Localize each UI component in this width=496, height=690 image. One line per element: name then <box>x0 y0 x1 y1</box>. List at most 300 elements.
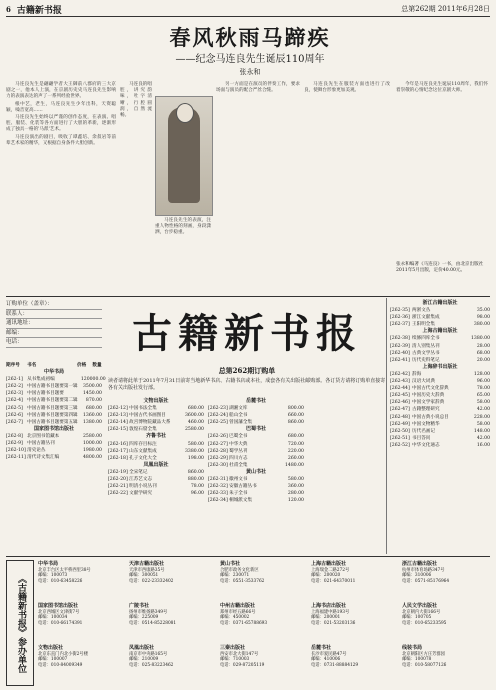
item-title: 中国古代文化辞典 <box>412 386 449 392</box>
item-number: [262-27] <box>208 441 228 447</box>
publisher-name: 中华书局 <box>38 561 59 567</box>
publisher-entry <box>129 562 217 584</box>
table-row[interactable] <box>108 441 204 448</box>
item-number: [262-50] <box>390 428 410 434</box>
order-form <box>6 300 102 358</box>
publisher-name: 凤凰出版社 <box>129 645 155 651</box>
table-row[interactable] <box>108 490 204 497</box>
item-number: [262-22] <box>108 491 128 497</box>
item-number: [262-31] <box>208 477 228 483</box>
item-price: 580.00 <box>287 477 304 483</box>
table-row[interactable] <box>6 390 102 397</box>
item-title: 两浙文丛 <box>412 308 431 314</box>
item-title: 全宋笔记 <box>129 469 148 475</box>
publisher-detail: 电话：010-66174391 <box>38 620 83 626</box>
item-title: 徽州文书 <box>229 477 248 483</box>
table-row[interactable] <box>390 371 490 378</box>
item-title: 浙江文献集成 <box>412 315 440 321</box>
item-title: 王阳明全集 <box>412 322 435 328</box>
publisher-detail: 邮编：100034 <box>38 615 68 621</box>
item-title: 中国古籍书目题要第一辑 <box>27 384 78 390</box>
item-title: 从书集成初编 <box>27 377 55 383</box>
publisher-detail: 邮编：410006 <box>311 657 341 663</box>
item-title: 古典文学丛书 <box>412 350 440 356</box>
table-row[interactable] <box>6 433 102 440</box>
item-number: [262-9] <box>6 441 23 447</box>
item-number: [262-19] <box>108 469 128 475</box>
publisher-detail: 西安市北大街147号 <box>220 651 259 657</box>
item-number: [262-11] <box>6 455 26 461</box>
item-number: [262-10] <box>6 448 26 454</box>
table-header-cell: 期序号 <box>6 363 20 368</box>
table-section-title: 上海古籍出版社 <box>422 328 458 335</box>
publisher-entry <box>220 646 308 668</box>
item-price: 20.00 <box>476 357 490 363</box>
publisher-detail: 邮编：310006 <box>402 573 432 579</box>
table-header-cell: 数量 <box>92 363 102 368</box>
publisher-entry <box>311 646 399 668</box>
item-title: 江苏艺文志 <box>129 477 153 483</box>
order-form-line[interactable]: 电话： <box>6 338 102 348</box>
item-price: 680.00 <box>287 434 304 440</box>
item-number: [262-20] <box>108 477 128 483</box>
item-price: 96.00 <box>476 379 490 385</box>
item-number: [262-35] <box>390 308 410 314</box>
item-number: [262-18] <box>108 455 128 461</box>
publisher-detail: 郑州市经五路66号 <box>220 609 256 615</box>
publisher-detail: 邮编：450002 <box>220 615 250 621</box>
table-row[interactable] <box>208 455 304 462</box>
publisher-entry <box>402 604 490 626</box>
publisher-name: 上海书店出版社 <box>311 603 347 609</box>
table-row[interactable] <box>6 383 102 390</box>
item-price: 880.00 <box>187 477 204 483</box>
publisher-entry <box>402 562 490 584</box>
publisher-detail: 扬州市维扬路349号 <box>129 609 168 615</box>
item-price: 1360.00 <box>82 412 102 418</box>
publisher-entry <box>311 604 399 626</box>
publisher-name: 文物出版社 <box>38 645 64 651</box>
publisher-detail: 邮编：200020 <box>311 573 341 579</box>
order-form-line[interactable]: 通讯地址： <box>6 319 102 329</box>
publisher-detail: 邮编：230071 <box>220 573 250 579</box>
item-price: 1980.00 <box>82 448 102 454</box>
publisher-entry <box>38 562 126 584</box>
publisher-detail: 北京朝阳区方庄芳群园 <box>402 651 445 657</box>
item-title: 中国古籍书目题要第二辑 <box>27 398 78 404</box>
article-paragraph: 另一方面是在演员的伴奏工作，要求场面与演员的配合严丝合缝。 <box>216 82 300 94</box>
publisher-entry <box>402 646 490 668</box>
table-row[interactable] <box>108 455 204 462</box>
table-row[interactable] <box>390 385 490 392</box>
article-column-2 <box>120 82 152 292</box>
table-row[interactable] <box>108 469 204 476</box>
item-price: 800.00 <box>287 406 304 412</box>
item-number: [262-1] <box>6 377 23 383</box>
table-row[interactable] <box>208 412 304 419</box>
publisher-name: 岳麓书社 <box>311 645 332 651</box>
item-price: 1380.00 <box>82 419 102 425</box>
publisher-detail: 电话：0371-65788693 <box>220 620 268 626</box>
publisher-detail: 电话：0731-88884129 <box>311 662 359 668</box>
publisher-detail: 电话：021-53203136 <box>311 620 356 626</box>
item-number: [262-45] <box>390 393 410 399</box>
article-column-2b <box>155 218 211 292</box>
article-photo <box>155 96 213 216</box>
publisher-detail: 电话：010-58077126 <box>402 662 447 668</box>
header-date: 总第262期 2011年6月28日 <box>401 5 490 13</box>
table-section-title: 齐鲁书社 <box>145 433 166 440</box>
item-price: 35.00 <box>476 308 490 314</box>
publisher-detail: 电话：0551-3533762 <box>220 578 265 584</box>
table-row[interactable] <box>390 392 490 399</box>
publisher-detail: 邮编：200001 <box>311 615 341 621</box>
item-price: 78.00 <box>190 484 204 490</box>
publisher-entry <box>220 604 308 626</box>
table-section-title: 文物出版社 <box>143 398 169 404</box>
item-title: 清代诗文集汇编 <box>27 455 60 461</box>
item-title: 孔子文化大全 <box>129 455 157 461</box>
table-row[interactable] <box>6 440 102 447</box>
item-title: 中华大典 <box>229 441 248 447</box>
article-caption: 张永和编著《马连良》一书，由北京出版社2011年5月出版，定价40.00元。 <box>396 262 484 273</box>
table-row[interactable] <box>108 476 204 483</box>
item-price: 58.00 <box>476 421 490 427</box>
article-paragraph: 马连良先生的表演，注重人物性格的刻画，身段潇洒，台步稳重。 <box>155 218 211 236</box>
publisher-detail: 电话：010-65233595 <box>402 620 447 626</box>
table-row[interactable] <box>208 483 304 490</box>
publisher-name: 中州古籍出版社 <box>220 603 256 609</box>
masthead-issue: 总第262期订购单 <box>218 366 276 375</box>
article-subhead: ——纪念马连良先生诞辰110周年 <box>175 54 325 65</box>
table-row[interactable] <box>390 307 490 314</box>
item-number: [262-42] <box>390 371 410 377</box>
item-number: [262-51] <box>390 435 410 441</box>
item-number: [262-25] <box>208 420 228 426</box>
page-number: 6 <box>6 4 11 14</box>
item-title: 中国古典小说总目 <box>412 414 449 420</box>
article-column-5 <box>396 82 488 258</box>
table-section-title: 中华书局 <box>43 369 64 376</box>
publisher-detail: 邮编：300051 <box>129 573 159 579</box>
table-row[interactable] <box>390 399 490 406</box>
item-price: 42.00 <box>476 407 490 413</box>
item-number: [262-37] <box>390 322 410 328</box>
article-paragraph: 马连良先生在服装方面也进行了改良，使舞台形象更加美观。 <box>304 82 390 94</box>
publisher-detail: 杭州市体育场路347号 <box>402 567 445 573</box>
item-number: [262-16] <box>108 441 128 447</box>
publisher-entry <box>38 646 126 668</box>
item-price: 360.00 <box>287 484 304 490</box>
item-title: 船山全书 <box>229 413 248 419</box>
item-price: 198.00 <box>187 455 204 461</box>
item-title: 中国古籍书目题要 <box>27 391 64 397</box>
item-number: [262-21] <box>108 484 128 490</box>
publisher-entry <box>220 562 308 584</box>
item-number: [262-38] <box>390 336 410 342</box>
table-row[interactable] <box>108 448 204 455</box>
item-price: 148.00 <box>473 428 490 434</box>
header-logo: 古籍新书报 <box>16 5 62 16</box>
table-row[interactable] <box>6 454 102 461</box>
item-price: 680.00 <box>187 406 204 412</box>
item-title: 历代史料笔记 <box>412 357 440 363</box>
table-row[interactable] <box>390 335 490 342</box>
item-price: 28.00 <box>476 343 490 349</box>
item-price: 4800.00 <box>82 455 102 461</box>
item-price: 120000.00 <box>80 377 106 383</box>
item-price: 65.00 <box>476 393 490 399</box>
table-section-title: 巴蜀书社 <box>245 426 266 433</box>
item-title: 蜀学丛刊 <box>229 448 248 454</box>
item-title: 故宫博物院藏品大系 <box>129 420 171 426</box>
order-form-line[interactable]: 订购单位（盖章）： <box>6 300 102 310</box>
table-row[interactable] <box>6 447 102 454</box>
item-number: [262-30] <box>208 462 228 468</box>
table-row[interactable] <box>390 378 490 385</box>
item-number: [262-3] <box>6 391 23 397</box>
photo-head <box>176 103 194 123</box>
item-title: 朱子全书 <box>229 491 248 497</box>
publisher-detail: 电话：010-84009349 <box>38 662 83 668</box>
article-paragraph: 马连良先生是翩翩学者大王御前八郡府的三大京剧之一，他本人上演，在京剧历史史马连良先生影响力的表演表达的声了一系列经验世界。 <box>6 82 116 100</box>
item-title: 中国历史大辞典 <box>412 393 445 399</box>
item-number: [262-29] <box>208 455 228 461</box>
item-price: 128.00 <box>473 371 490 377</box>
item-price: 3380.00 <box>184 448 204 454</box>
article-column-1 <box>6 82 116 292</box>
item-price: 380.00 <box>473 322 490 328</box>
item-title: 古籍整理研究 <box>412 407 440 413</box>
table-row[interactable] <box>390 421 490 428</box>
item-number: [262-4] <box>6 398 23 404</box>
table-row[interactable] <box>390 428 490 435</box>
item-price: 120.00 <box>287 498 304 504</box>
table-row[interactable] <box>390 406 490 413</box>
item-number: [262-5] <box>6 405 23 411</box>
table-row[interactable] <box>390 314 490 321</box>
table-row[interactable] <box>390 442 490 449</box>
item-price: 68.00 <box>476 350 490 356</box>
table-row[interactable] <box>108 412 204 419</box>
table-row[interactable] <box>6 405 102 412</box>
table-row[interactable] <box>108 483 204 490</box>
item-title: 文献学研究 <box>129 491 153 497</box>
item-price: 680.00 <box>85 405 102 411</box>
page-header <box>6 3 490 15</box>
order-form-line[interactable]: 邮编： <box>6 329 102 339</box>
item-price: 1380.00 <box>471 336 490 342</box>
table-row[interactable] <box>390 357 490 364</box>
publisher-detail: 邮编：100007 <box>38 657 68 663</box>
item-title: 巴蜀全书 <box>229 434 248 440</box>
item-title: 中国古籍书目题要第五辑 <box>27 419 78 425</box>
item-price: 3500.00 <box>82 384 102 390</box>
item-price: 228.00 <box>473 414 490 420</box>
item-title: 杜甫全集 <box>229 462 248 468</box>
publisher-entry <box>129 646 217 668</box>
table-section-title: 岳麓书社 <box>245 398 266 404</box>
publisher-detail: 电话：029-87205119 <box>220 662 265 668</box>
article-paragraph: 马连良先生始终以严谨的创作态度，在表演、唱腔、服装、化装等各方面进行了大胆的革新，逐渐形成了独具一格的'马派'艺术。 <box>6 115 116 133</box>
item-price: 860.00 <box>187 469 204 475</box>
item-number: [262-13] <box>108 413 128 419</box>
table-row[interactable] <box>208 405 304 412</box>
publisher-detail: 合肥市政务文化新区 <box>220 567 259 573</box>
item-title: 安徽古籍丛书 <box>229 484 257 490</box>
article-paragraph: 马连良演出的剧目，吸收了谭鑫培、余叔岩等前辈艺术家的精华，又根据自身条件大胆创新。 <box>6 134 116 146</box>
item-title: 续修四库全书 <box>412 336 440 342</box>
item-price: 580.00 <box>187 441 204 447</box>
table-row[interactable] <box>208 490 304 497</box>
item-title: 清人别集丛刊 <box>412 343 440 349</box>
item-number: [262-43] <box>390 379 410 385</box>
item-number: [262-17] <box>108 448 128 454</box>
table-row[interactable] <box>6 376 106 383</box>
table-row[interactable] <box>6 412 102 419</box>
masthead-title: 古籍新书报 <box>132 309 362 357</box>
item-title: 曾国藩全集 <box>229 420 253 426</box>
item-title: 中国文学家辞典 <box>412 400 445 406</box>
item-price: 460.00 <box>187 420 204 426</box>
item-number: [262-28] <box>208 448 228 454</box>
item-price: 42.00 <box>476 435 490 441</box>
item-price: 260.00 <box>287 455 304 461</box>
order-form-line[interactable]: 联系人： <box>6 310 102 320</box>
item-number: [262-39] <box>390 343 410 349</box>
table-row[interactable] <box>6 397 102 404</box>
table-row[interactable] <box>6 419 102 426</box>
table-row[interactable] <box>108 405 204 412</box>
column-divider <box>386 298 387 554</box>
item-price: 96.00 <box>190 491 204 497</box>
item-number: [262-49] <box>390 421 410 427</box>
article-column-4 <box>304 82 390 292</box>
publisher-detail: 邮编：100705 <box>402 615 432 621</box>
publisher-detail: 电话：0514-85228081 <box>129 620 177 626</box>
table-section-title: 上海辞书出版社 <box>422 363 458 370</box>
table-row[interactable] <box>208 497 304 504</box>
item-number: [262-44] <box>390 386 410 392</box>
order-table-3 <box>208 398 304 550</box>
article-paragraph: 马连良的唱腔，讲究韵味，吐字清晰，行腔圆润，自然流畅。 <box>120 82 152 119</box>
item-title: 清史论丛 <box>27 448 46 454</box>
item-price: 78.00 <box>476 386 490 392</box>
item-number: [262-47] <box>390 407 410 413</box>
item-title: 中国古代书画图目 <box>129 413 166 419</box>
publisher-detail: 电话：022-23332402 <box>129 578 174 584</box>
table-row[interactable] <box>208 433 304 440</box>
intro-text: 读者请将此单于2011年7月31日前寄当地新华书店、古籍书店或本社，成套各有关出版社邮购部。各订货方请将订购单直接寄各有关出版社发行部。 <box>108 378 386 391</box>
table-row[interactable] <box>208 441 304 448</box>
item-price: 58.00 <box>476 400 490 406</box>
article-paragraph: 根中艺，老生，马连良先生少年出科，天资聪颖，嗓音宽高…… <box>6 101 116 113</box>
publisher-name: 三秦出版社 <box>220 645 246 651</box>
publisher-detail: 长沙市爱民路47号 <box>311 651 347 657</box>
publisher-name: 线装书局 <box>402 645 423 651</box>
section-rule <box>6 556 490 557</box>
item-number: [262-6] <box>6 412 23 418</box>
table-row[interactable] <box>208 476 304 483</box>
publisher-name: 黄山书社 <box>220 561 241 567</box>
item-number: [262-12] <box>108 406 128 412</box>
item-number: [262-32] <box>208 484 228 490</box>
publisher-detail: 邮编：100078 <box>402 657 432 663</box>
item-title: 北京图书馆藏本 <box>27 433 60 439</box>
item-number: [262-36] <box>390 315 410 321</box>
publisher-name: 广陵书社 <box>129 603 150 609</box>
table-header-cell: 书名 <box>27 363 37 368</box>
item-title: 山东文献集成 <box>129 448 157 454</box>
item-title: 辞海 <box>412 371 422 377</box>
item-price: 660.00 <box>287 413 304 419</box>
publisher-detail: 北京东直门内北小街2号楼 <box>38 651 88 657</box>
publisher-entry <box>129 604 217 626</box>
publisher-detail: 电话：025-83223462 <box>129 662 174 668</box>
table-row[interactable] <box>390 350 490 357</box>
item-title: 汉语大词典 <box>412 379 435 385</box>
item-number: [262-41] <box>390 357 410 363</box>
table-header-cell: 价格 <box>77 363 87 368</box>
item-title: 中国古籍丛刊 <box>27 441 55 447</box>
publisher-name: 上海古籍出版社 <box>311 561 347 567</box>
table-section-title: 浙江古籍出版社 <box>422 300 458 306</box>
item-price: 3600.00 <box>184 413 204 419</box>
publisher-detail: 上海瑞金二路272号 <box>311 567 350 573</box>
order-table-1 <box>6 362 106 550</box>
item-number: [262-15] <box>108 427 128 433</box>
publisher-detail: 上海福建中路193号 <box>311 609 350 615</box>
publisher-detail: 北京西城区文津街7号 <box>38 609 80 615</box>
table-row[interactable] <box>390 435 490 442</box>
table-row[interactable] <box>390 414 490 421</box>
item-title: 中国书法全集 <box>129 406 157 412</box>
item-number: [262-26] <box>208 434 228 440</box>
publisher-detail: 邮编：100073 <box>38 573 68 579</box>
item-title: 桐城派文集 <box>229 498 253 504</box>
publisher-entry <box>311 562 399 584</box>
item-number: [262-48] <box>390 414 410 420</box>
item-title: 历代名画记 <box>412 428 435 434</box>
section-rule <box>6 296 490 297</box>
header-rule <box>6 16 490 17</box>
item-number: [262-7] <box>6 419 23 425</box>
publisher-entry <box>38 604 126 626</box>
order-table-4 <box>390 300 490 550</box>
table-row[interactable] <box>208 448 304 455</box>
item-number: [262-46] <box>390 400 410 406</box>
publisher-name: 国家图书馆出版社 <box>38 603 79 609</box>
item-title: 中华文化通志 <box>412 442 440 448</box>
item-number: [262-14] <box>108 420 128 426</box>
sidebar-label: 《古籍新书报》参办单位 <box>6 560 34 686</box>
table-section-title: 凤凰出版社 <box>143 461 169 468</box>
item-title: 明清小说丛刊 <box>129 484 157 490</box>
item-number: [262-24] <box>208 413 228 419</box>
publisher-detail: 邮编：225009 <box>129 615 159 621</box>
item-price: 2580.00 <box>82 433 102 439</box>
table-row[interactable] <box>208 462 304 469</box>
table-row[interactable] <box>108 419 204 426</box>
item-title: 敦煌石窟全集 <box>129 427 157 433</box>
item-title: 湖湘文库 <box>229 406 248 412</box>
item-price: 1480.00 <box>284 462 304 468</box>
item-number: [262-8] <box>6 433 23 439</box>
table-row[interactable] <box>390 343 490 350</box>
item-number: [262-52] <box>390 442 410 448</box>
item-title: 中国古籍书目题要第三辑 <box>27 405 78 411</box>
article-paragraph: 今年是马连良先生诞辰110周年，我们怀着崇敬的心情纪念这位京剧大师。 <box>396 82 488 94</box>
